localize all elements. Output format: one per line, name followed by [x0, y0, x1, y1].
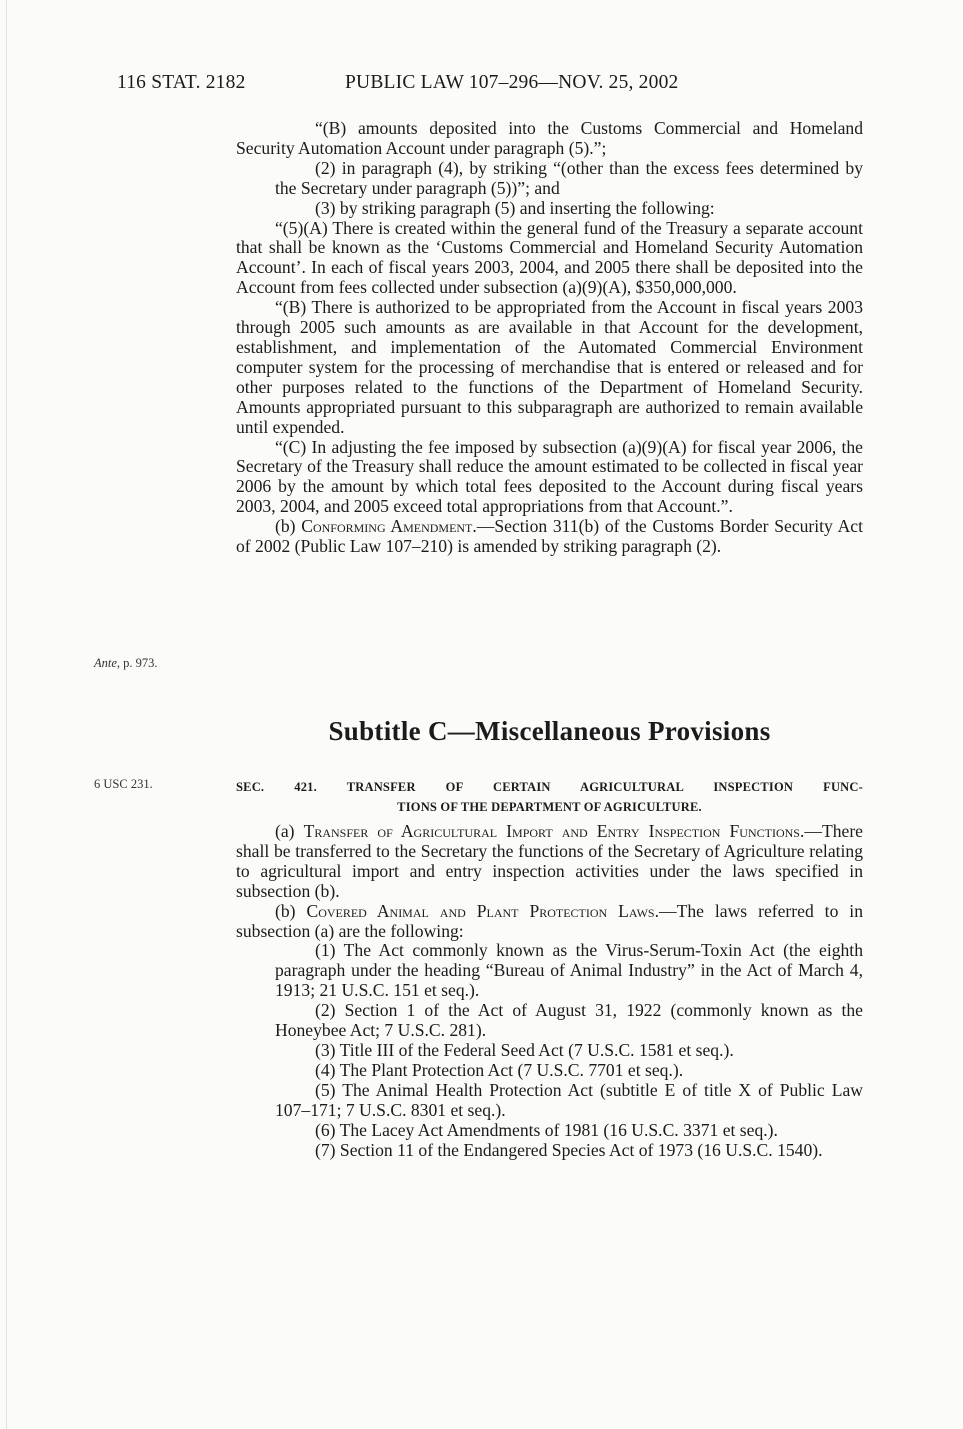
- paragraph-5c-fee-adjustment: “(C) In adjusting the fee imposed by subsection (a)(9)(A) for fiscal year 2006, the Secretary of the Treasury shall reduce the amount estimated to be collected in fiscal year 2006 by the amount by which total fees deposited to the Account during fiscal years 2003, 2004, and 2005 exceed total appropriations from that Account.”.: [236, 436, 863, 517]
- subsection-a-prefix: (a): [275, 821, 304, 841]
- conforming-amendment-text: —Section 311(b) of the Customs Border Security Act of 2002 (Public Law 107–210) is amended by striking paragraph (2).: [236, 516, 863, 557]
- list-item: (5) The Animal Health Protection Act (subtitle E of title X of Public Law 107–171; 7 U.S.C. 8301 et seq.).: [275, 1079, 863, 1120]
- list-item: (4) The Plant Protection Act (7 U.S.C. 7701 et seq.).: [315, 1059, 684, 1080]
- subtitle-heading: Subtitle C—Miscellaneous Provisions: [328, 716, 771, 746]
- subsection-b-prefix: (b): [275, 900, 307, 921]
- paragraph-conforming-amendment: [236, 517, 863, 557]
- subsection-b-heading: Covered Animal and Plant Protection Laws.: [306, 900, 660, 921]
- list-item: (2) Section 1 of the Act of August 31, 1922 (commonly known as the Honeybee Act; 7 U.S.C. 281).: [275, 1000, 863, 1041]
- subsection-a-text: —There shall be transferred to the Secretary the functions of the Secretary of Agriculture relating to agricultural import and entry inspection activities under the laws specified in subsection (b).: [236, 821, 863, 901]
- list-item: (1) The Act commonly known as the Virus-Serum-Toxin Act (the eighth paragraph under the heading “Bureau of Animal Industry” in the Act of March 4, 1913; 21 U.S.C. 151 et seq.).: [275, 940, 863, 1001]
- subsection-a-heading: Transfer of Agricultural Import and Entry Inspection Functions.: [303, 821, 805, 841]
- list-item: (3) Title III of the Federal Seed Act (7 U.S.C. 1581 et seq.).: [315, 1039, 734, 1060]
- paragraph-2-striking: (2) in paragraph (4), by striking “(other than the excess fees determined by the Secretary under paragraph (5))”; and: [275, 157, 863, 198]
- list-item: (7) Section 11 of the Endangered Species Act of 1973 (16 U.S.C. 1540).: [315, 1139, 823, 1160]
- page-header: [117, 72, 863, 102]
- subsection-b-covered-laws: [236, 902, 863, 942]
- margin-note-ante-page: p. 973.: [120, 656, 158, 670]
- section-heading-line1: SEC. 421. TRANSFER OF CERTAIN AGRICULTURAL INSPECTION FUNC-: [236, 780, 863, 794]
- list-item: (6) The Lacey Act Amendments of 1981 (16 U.S.C. 3371 et seq.).: [315, 1119, 778, 1140]
- margin-note-usc: 6 USC 231.: [94, 777, 153, 791]
- top-body-text: [236, 119, 863, 557]
- paragraph-5a-account: “(5)(A) There is created within the general fund of the Treasury a separate account that shall be known as the ‘Customs Commercial and Homeland Security Automation Account’. In each of fiscal years 2003, 2004, and 2005 there shall be deposited into the Account from fees collected under subsection (a)(9)(A), $350,000,000.: [236, 217, 863, 298]
- subsection-a-transfer: [236, 822, 863, 902]
- margin-note-ante: [94, 656, 158, 671]
- paragraph-5b-authorization: “(B) There is authorized to be appropriated from the Account in fiscal years 2003 through 2005 such amounts as are available in that Account for the development, establishment, and implementation of the Automated Commercial Environment computer system for the processing of merchandise that is entered or released and for other purposes related to the functions of the Department of Homeland Security. Amounts appropriated pursuant to this subparagraph are authorized to remain available until expended.: [236, 297, 863, 437]
- margin-note-ante-label: Ante,: [94, 656, 121, 670]
- stat-page-number: 116 STAT. 2182: [117, 72, 246, 93]
- conforming-amendment-heading: Conforming Amendment.: [301, 516, 477, 537]
- paragraph-b-amounts-deposited: “(B) amounts deposited into the Customs Commercial and Homeland Security Automation Account under paragraph (5).”;: [236, 118, 863, 158]
- subsection-b-text: —The laws referred to in subsection (a) are the following:: [236, 900, 863, 941]
- page-edge-line: [6, 0, 7, 1429]
- public-law-running-head: PUBLIC LAW 107–296—NOV. 25, 2002: [345, 72, 679, 93]
- paragraph-3-inserting: (3) by striking paragraph (5) and inserting the following:: [315, 197, 715, 218]
- section-heading-line2: TIONS OF THE DEPARTMENT OF AGRICULTURE.: [397, 799, 702, 814]
- section-body-text: [236, 822, 863, 1160]
- conforming-amendment-prefix: (b): [275, 516, 302, 537]
- section-heading: [236, 778, 863, 817]
